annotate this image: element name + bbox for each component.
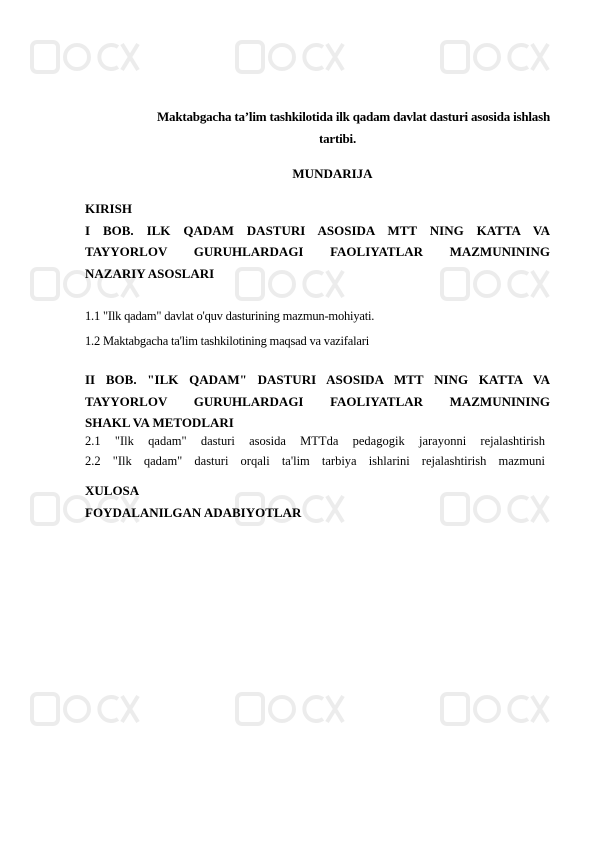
chapter-2-title-line-3: SHAKL VA METODLARI xyxy=(85,415,234,431)
title-line-1: Maktabgacha ta’lim tashkilotida ilk qadam davlat dasturi asosida ishlash xyxy=(156,109,550,124)
toc-item-1-2: 1.2 Maktabgacha ta'lim tashkilotining maqsad va vazifalari xyxy=(85,334,369,348)
chapter-1-title-line-3: NAZARIY ASOSLARI xyxy=(85,265,215,281)
chapter-1-title-line-1: I BOB. ILK QADAM DASTURI ASOSIDA MTT NING KATTA VA xyxy=(85,222,550,238)
docx-watermark-icon xyxy=(440,690,550,728)
chapter-1-title-line-2: TAYYORLOV GURUHLARDAGI FAOLIYATLAR MAZMUNINING xyxy=(85,244,550,260)
toc-references: FOYDALANILGAN ADABIYOTLAR xyxy=(85,505,302,520)
docx-watermark-icon xyxy=(30,38,140,76)
chapter-1-items xyxy=(85,306,550,351)
toc-item-2-1: 2.1 "Ilk qadam" dasturi asosida MTTda pedagogik jarayonni rejalashtirish xyxy=(85,434,545,448)
toc-heading: MUNDARIJA xyxy=(292,166,373,181)
title-line-2: tartibi. xyxy=(318,131,357,146)
docx-watermark-icon xyxy=(440,38,550,76)
toc-conclusion: XULOSA xyxy=(85,483,140,498)
docx-watermark-icon xyxy=(235,38,345,76)
toc-item-2-2: 2.2 "Ilk qadam" dasturi orqali ta'lim tarbiya ishlarini rejalashtirish mazmuni xyxy=(85,454,545,468)
chapter-2-title-line-2: TAYYORLOV GURUHLARDAGI FAOLIYATLAR MAZMUNINING xyxy=(85,393,550,409)
docx-watermark-icon xyxy=(30,690,140,728)
toc-chapter-2 xyxy=(85,369,550,434)
docx-watermark-icon xyxy=(235,690,345,728)
toc-end-sections xyxy=(85,480,550,524)
chapter-2-title-line-1: II BOB. "ILK QADAM" DASTURI ASOSIDA MTT NING KATTA VA xyxy=(85,372,550,387)
toc-item-1-1: 1.1 "Ilk qadam" davlat o'quv dasturining mazmun-mohiyati. xyxy=(85,309,375,323)
toc-intro: KIRISH xyxy=(85,201,132,216)
document-title xyxy=(85,106,550,150)
chapter-2-items xyxy=(85,431,545,471)
toc-chapter-1 xyxy=(85,198,550,284)
